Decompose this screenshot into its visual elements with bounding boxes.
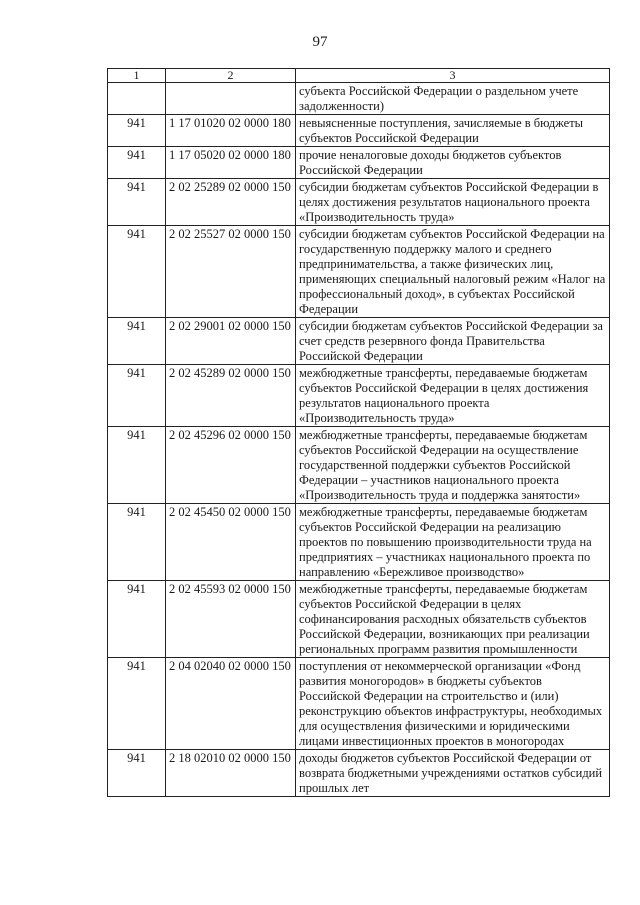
continuation-row [108,83,610,115]
admin-code-cell: 941 [108,658,166,750]
admin-code-cell: 941 [108,226,166,318]
kbk-code-cell: 1 17 05020 02 0000 180 [166,147,296,179]
table-row [108,318,610,365]
table-row [108,658,610,750]
kbk-code-cell: 2 02 45289 02 0000 150 [166,365,296,427]
kbk-code-cell: 2 04 02040 02 0000 150 [166,658,296,750]
kbk-code-cell: 1 17 01020 02 0000 180 [166,115,296,147]
revenue-description-cell: прочие неналоговые доходы бюджетов субъектов Российской Федерации [296,147,610,179]
table-header-row [108,69,610,83]
kbk-code-cell: 2 02 25527 02 0000 150 [166,226,296,318]
table-row [108,504,610,581]
admin-code-cell: 941 [108,147,166,179]
table-row [108,147,610,179]
continuation-text-cell: субъекта Российской Федерации о раздельном учете задолженности) [296,83,610,115]
continuation-code-cell [108,83,166,115]
kbk-code-cell: 2 02 45296 02 0000 150 [166,427,296,504]
revenue-description-cell: субсидии бюджетам субъектов Российской Федерации на государственную поддержку малого и среднего предпринимательства, а также физических лиц, применяющих специальный налоговый режим «Налог на профессиональный доход», в субъектах Российской Федерации [296,226,610,318]
continuation-kbk-cell [166,83,296,115]
admin-code-cell: 941 [108,365,166,427]
revenue-description-cell: межбюджетные трансферты, передаваемые бюджетам субъектов Российской Федерации на осуществление государственной поддержки субъектов Российской Федерации – участников национального проекта «Производительность труда и поддержка занятости» [296,427,610,504]
revenue-description-cell: межбюджетные трансферты, передаваемые бюджетам субъектов Российской Федерации в целях софинансирования расходных обязательств субъектов Российской Федерации, возникающих при реализации региональных программ развития промышленности [296,581,610,658]
admin-code-cell: 941 [108,504,166,581]
table-row [108,581,610,658]
kbk-code-cell: 2 02 25289 02 0000 150 [166,179,296,226]
admin-code-cell: 941 [108,318,166,365]
revenue-description-cell: невыясненные поступления, зачисляемые в бюджеты субъектов Российской Федерации [296,115,610,147]
revenue-description-cell: доходы бюджетов субъектов Российской Федерации от возврата бюджетными учреждениями остатков субсидий прошлых лет [296,750,610,797]
table-row [108,179,610,226]
kbk-code-cell: 2 02 45593 02 0000 150 [166,581,296,658]
revenue-description-cell: поступления от некоммерческой организации «Фонд развития моногородов» в бюджеты субъектов Российской Федерации на строительство и (или) реконструкцию объектов инфраструктуры, необходимых для осуществления физическими и юридическими лицами инвестиционных проектов в моногородах [296,658,610,750]
table-row [108,750,610,797]
header-col-1: 1 [108,69,166,83]
admin-code-cell: 941 [108,427,166,504]
table-row [108,427,610,504]
table-row [108,226,610,318]
admin-code-cell: 941 [108,581,166,658]
revenue-description-cell: субсидии бюджетам субъектов Российской Федерации в целях достижения результатов национального проекта «Производительность труда» [296,179,610,226]
kbk-code-cell: 2 02 29001 02 0000 150 [166,318,296,365]
header-col-3: 3 [296,69,610,83]
table-row [108,115,610,147]
admin-code-cell: 941 [108,179,166,226]
admin-code-cell: 941 [108,750,166,797]
revenue-description-cell: субсидии бюджетам субъектов Российской Федерации за счет средств резервного фонда Правительства Российской Федерации [296,318,610,365]
kbk-code-cell: 2 18 02010 02 0000 150 [166,750,296,797]
page-number: 97 [312,34,328,50]
kbk-code-cell: 2 02 45450 02 0000 150 [166,504,296,581]
revenue-code-table [107,68,610,797]
revenue-description-cell: межбюджетные трансферты, передаваемые бюджетам субъектов Российской Федерации в целях достижения результатов национального проекта «Производительность труда» [296,365,610,427]
revenue-description-cell: межбюджетные трансферты, передаваемые бюджетам субъектов Российской Федерации на реализацию проектов по повышению производительности труда на предприятиях – участниках национального проекта по направлению «Бережливое производство» [296,504,610,581]
table-row [108,365,610,427]
admin-code-cell: 941 [108,115,166,147]
header-col-2: 2 [166,69,296,83]
